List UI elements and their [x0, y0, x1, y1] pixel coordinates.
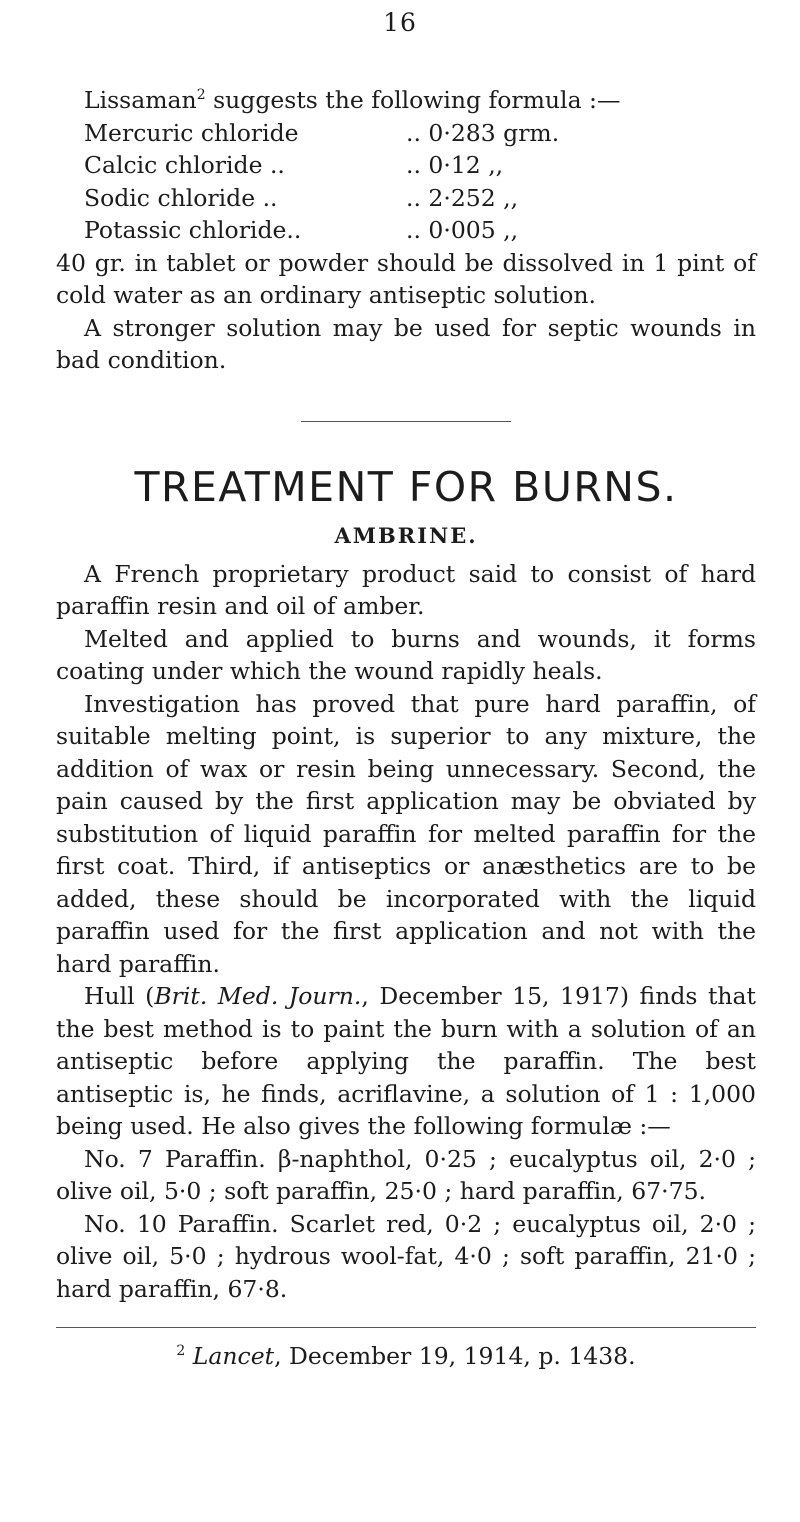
footnote-reference: 2: [196, 87, 206, 104]
hull-lead: Hull (: [84, 982, 155, 1010]
section-subheading: AMBRINE.: [334, 522, 478, 548]
footnote-divider: [56, 1327, 756, 1328]
formula-row: [84, 117, 756, 150]
formula-row: [84, 214, 756, 247]
page-number: 16: [383, 8, 417, 37]
formula-row: [84, 182, 756, 215]
stronger-solution-paragraph: A stronger solution may be used for septic wounds in bad condition.: [56, 313, 756, 374]
intro-paragraph: [56, 84, 756, 117]
ingredient-amount: .. 0·283 grm.: [406, 118, 560, 147]
ingredient-name: Mercuric chloride: [84, 118, 299, 147]
intro-author: Lissaman: [84, 86, 197, 114]
section-divider: [301, 421, 511, 422]
journal-title: Brit. Med. Journ.: [154, 982, 362, 1010]
footnote: [56, 1340, 756, 1372]
hull-text: , December 15, 1917) finds that the best method is to paint the burn with a solution of an antiseptic before applying the paraffin. The best antiseptic is, he finds, acriflavine, a solution of 1 : 1,000 being used. He also gives the following formulæ :—: [56, 982, 756, 1140]
melted-paragraph: Melted and applied to burns and wounds, it forms coating under which the wound rapidly heals.: [56, 624, 756, 685]
dose-paragraph: 40 gr. in tablet or powder should be dissolved in 1 pint of cold water as an ordinary antiseptic solution.: [56, 248, 756, 309]
intro-text: suggests the following formula :—: [205, 86, 621, 114]
page-content: [56, 84, 756, 1372]
hull-paragraph: [56, 980, 756, 1143]
ingredient-name: Potassic chloride..: [84, 216, 302, 244]
french-product-paragraph: A French proprietary product said to consist of hard paraffin resin and oil of amber.: [56, 559, 756, 620]
formula-row: [84, 149, 756, 182]
footnote-text: , December 19, 1914, p. 1438.: [274, 1342, 636, 1370]
formula-no7-paragraph: No. 7 Paraffin. β-naphthol, 0·25 ; eucalyptus oil, 2·0 ; olive oil, 5·0 ; soft paraffin, 25·0 ; hard paraffin, 67·75.: [56, 1144, 756, 1205]
ingredient-name: Calcic chloride ..: [84, 151, 285, 179]
section-heading: TREATMENT FOR BURNS.: [134, 462, 678, 511]
formula-table: [84, 117, 756, 247]
ingredient-amount: .. 2·252 ,,: [406, 183, 519, 212]
ingredient-name: Sodic chloride ..: [84, 183, 278, 212]
investigation-paragraph: Investigation has proved that pure hard paraffin, of suitable melting point, is superior to any mixture, the addition of wax or resin being unnecessary. Second, the pain caused by the first application may be obviated by substitution of liquid paraffin for melted paraffin for the first coat. Third, if antiseptics or anæsthetics are to be added, these should be incorporated with the liquid paraffin used for the first application and not with the hard paraffin.: [56, 689, 756, 978]
formula-no10-paragraph: No. 10 Paraffin. Scarlet red, 0·2 ; eucalyptus oil, 2·0 ; olive oil, 5·0 ; hydrous wool-fat, 4·0 ; soft paraffin, 21·0 ; hard paraffin, 67·8.: [56, 1209, 756, 1303]
footnote-mark: 2: [176, 1343, 186, 1360]
ingredient-amount: .. 0·12 ,,: [406, 151, 504, 179]
ingredient-amount: .. 0·005 ,,: [406, 216, 519, 244]
footnote-journal: Lancet: [192, 1342, 275, 1370]
